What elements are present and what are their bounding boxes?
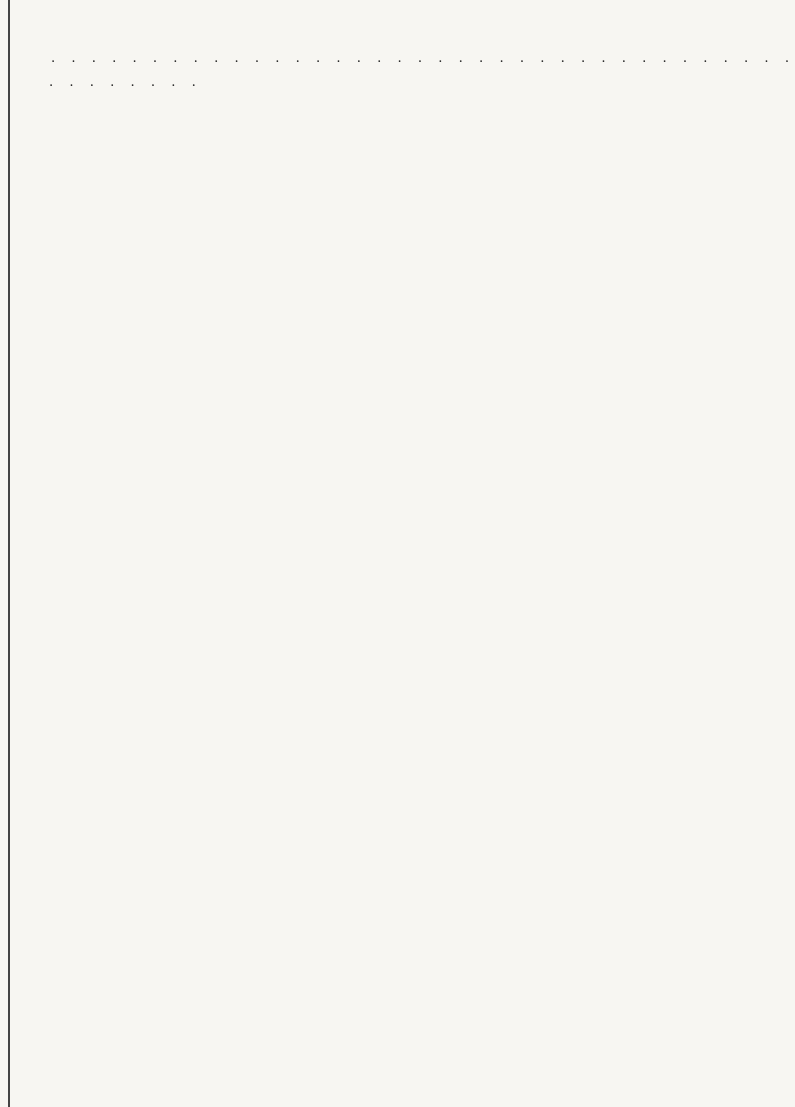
article-9 (32, 76, 658, 90)
article-8-total (32, 51, 795, 66)
leader-dots: . . . . . . . . (49, 74, 202, 90)
leader-dots: . . . . . . . . . . . . . . . . . . . . . . . . . . . . . . . . . . . . . (51, 51, 795, 66)
page-body (32, 51, 795, 100)
left-margin-rule (8, 0, 10, 1107)
article-8 (32, 51, 795, 66)
